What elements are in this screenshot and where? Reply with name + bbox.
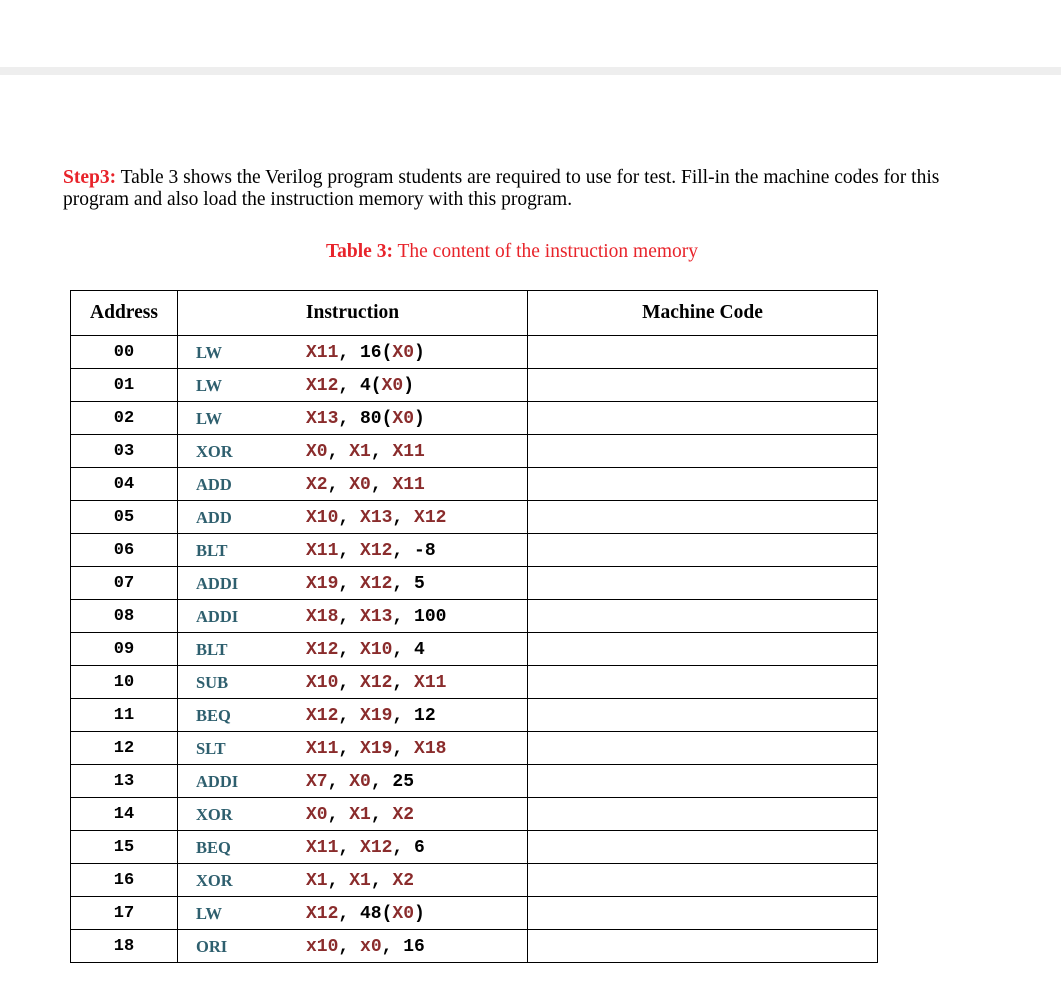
machine-code-cell[interactable] xyxy=(528,798,878,831)
opcode: XOR xyxy=(196,871,233,890)
register-token: X1 xyxy=(349,805,371,825)
opcode: ADDI xyxy=(196,772,239,791)
register-token: X12 xyxy=(306,640,339,660)
register-token: X1 xyxy=(349,442,371,462)
top-divider-band xyxy=(0,67,1061,75)
table-header-row xyxy=(71,291,878,336)
register-token: X12 xyxy=(306,904,339,924)
table-row xyxy=(71,831,878,864)
table-body xyxy=(71,336,878,963)
opcode: BEQ xyxy=(196,838,231,857)
table-row xyxy=(71,798,878,831)
address-cell: 06 xyxy=(71,534,178,567)
operand-token: , xyxy=(327,442,350,462)
operands xyxy=(306,574,425,594)
address-cell: 07 xyxy=(71,567,178,600)
operand-token: , 100 xyxy=(392,607,447,627)
register-token: X1 xyxy=(349,871,371,891)
operands xyxy=(306,409,425,429)
operand-token: , xyxy=(327,475,350,495)
operands xyxy=(306,805,414,825)
table-row xyxy=(71,930,878,963)
opcode: BEQ xyxy=(196,706,231,725)
machine-code-cell[interactable] xyxy=(528,567,878,600)
operand-token: , xyxy=(338,640,361,660)
address-cell: 14 xyxy=(71,798,178,831)
operands xyxy=(306,937,425,957)
register-token: X1 xyxy=(306,871,328,891)
opcode: ADDI xyxy=(196,574,239,593)
opcode: BLT xyxy=(196,541,228,560)
register-token: X12 xyxy=(306,706,339,726)
operands xyxy=(306,706,436,726)
instruction-cell xyxy=(178,831,528,864)
opcode: LW xyxy=(196,343,222,362)
register-token: X13 xyxy=(360,607,393,627)
opcode: LW xyxy=(196,409,222,428)
operands xyxy=(306,343,425,363)
operands xyxy=(306,640,425,660)
operand-token: , 16( xyxy=(338,343,393,363)
operands xyxy=(306,838,425,858)
table-row xyxy=(71,534,878,567)
address-cell: 16 xyxy=(71,864,178,897)
register-token: X11 xyxy=(414,673,447,693)
address-cell: 12 xyxy=(71,732,178,765)
table-row xyxy=(71,699,878,732)
operands xyxy=(306,508,446,528)
register-token: X0 xyxy=(381,376,404,396)
address-cell: 08 xyxy=(71,600,178,633)
register-token: X11 xyxy=(306,541,339,561)
opcode: LW xyxy=(196,376,222,395)
register-token: X11 xyxy=(306,838,339,858)
instruction-cell xyxy=(178,600,528,633)
operand-token: , 5 xyxy=(392,574,425,594)
operand-token: , xyxy=(338,574,361,594)
table-row xyxy=(71,435,878,468)
register-token: X12 xyxy=(360,574,393,594)
table-row xyxy=(71,732,878,765)
register-token: X2 xyxy=(392,805,415,825)
instruction-cell xyxy=(178,567,528,600)
operand-token: , xyxy=(370,805,393,825)
register-token: X0 xyxy=(392,904,415,924)
operand-token: , 6 xyxy=(392,838,425,858)
register-token: X10 xyxy=(306,508,339,528)
operand-token: , xyxy=(338,706,361,726)
operand-token: , xyxy=(338,739,361,759)
operand-token: , xyxy=(370,475,393,495)
table-row xyxy=(71,567,878,600)
opcode: XOR xyxy=(196,805,233,824)
operand-token: ) xyxy=(403,376,415,396)
register-token: X12 xyxy=(360,673,393,693)
register-token: X11 xyxy=(306,739,339,759)
opcode: XOR xyxy=(196,442,233,461)
machine-code-cell[interactable] xyxy=(528,732,878,765)
operand-token: , 80( xyxy=(338,409,393,429)
register-token: X18 xyxy=(306,607,339,627)
instruction-cell xyxy=(178,765,528,798)
address-cell: 03 xyxy=(71,435,178,468)
instruction-cell xyxy=(178,666,528,699)
operand-token: , xyxy=(338,541,361,561)
instruction-cell xyxy=(178,336,528,369)
machine-code-cell[interactable] xyxy=(528,501,878,534)
operand-token: , xyxy=(370,442,393,462)
header-machine-code: Machine Code xyxy=(528,291,878,336)
operand-token: , xyxy=(327,772,350,792)
operand-token: , 12 xyxy=(392,706,436,726)
machine-code-cell[interactable] xyxy=(528,402,878,435)
register-token: X7 xyxy=(306,772,328,792)
opcode: ADDI xyxy=(196,607,239,626)
address-cell: 13 xyxy=(71,765,178,798)
table-row xyxy=(71,501,878,534)
address-cell: 15 xyxy=(71,831,178,864)
machine-code-cell[interactable] xyxy=(528,864,878,897)
address-cell: 05 xyxy=(71,501,178,534)
intro-text: Table 3 shows the Verilog program students are required to use for test. Fill-in the machine codes for this program and also load the instruction memory with this program. xyxy=(63,167,940,210)
instruction-cell xyxy=(178,534,528,567)
register-token: X12 xyxy=(306,376,339,396)
operands xyxy=(306,871,414,891)
operand-token: ) xyxy=(414,343,425,363)
operands xyxy=(306,475,425,495)
register-token: X0 xyxy=(349,475,371,495)
register-token: X12 xyxy=(360,838,393,858)
machine-code-cell[interactable] xyxy=(528,897,878,930)
register-token: X19 xyxy=(360,739,393,759)
register-token: X10 xyxy=(306,673,339,693)
register-token: X11 xyxy=(392,442,425,462)
instruction-cell xyxy=(178,732,528,765)
register-token: X0 xyxy=(349,772,371,792)
register-token: X0 xyxy=(392,409,415,429)
register-token: X2 xyxy=(306,475,328,495)
opcode: LW xyxy=(196,904,222,923)
operands xyxy=(306,739,446,759)
instruction-cell xyxy=(178,699,528,732)
instruction-cell xyxy=(178,864,528,897)
address-cell: 10 xyxy=(71,666,178,699)
opcode: ADD xyxy=(196,475,232,494)
register-token: X0 xyxy=(392,343,415,363)
table-row xyxy=(71,600,878,633)
register-token: x0 xyxy=(360,937,382,957)
table-row xyxy=(71,897,878,930)
operand-token: , 25 xyxy=(370,772,415,792)
machine-code-cell[interactable] xyxy=(528,435,878,468)
operand-token: , xyxy=(392,508,415,528)
operands xyxy=(306,772,414,792)
instruction-cell xyxy=(178,435,528,468)
operand-token: , xyxy=(370,871,393,891)
header-address: Address xyxy=(71,291,178,336)
machine-code-cell[interactable] xyxy=(528,666,878,699)
instruction-cell xyxy=(178,468,528,501)
header-instruction: Instruction xyxy=(178,291,528,336)
table-row xyxy=(71,765,878,798)
operands xyxy=(306,607,446,627)
instruction-cell xyxy=(178,930,528,963)
register-token: X18 xyxy=(414,739,447,759)
instruction-cell xyxy=(178,798,528,831)
register-token: X0 xyxy=(306,805,328,825)
address-cell: 09 xyxy=(71,633,178,666)
operand-token: , xyxy=(338,838,361,858)
machine-code-cell[interactable] xyxy=(528,633,878,666)
instruction-cell xyxy=(178,369,528,402)
instruction-cell xyxy=(178,402,528,435)
opcode: ADD xyxy=(196,508,232,527)
register-token: X10 xyxy=(360,640,393,660)
instruction-cell xyxy=(178,897,528,930)
table-row xyxy=(71,864,878,897)
register-token: X11 xyxy=(306,343,339,363)
address-cell: 01 xyxy=(71,369,178,402)
opcode: ORI xyxy=(196,937,228,956)
operand-token: , xyxy=(338,937,361,957)
operand-token: ) xyxy=(414,409,425,429)
register-token: X13 xyxy=(360,508,393,528)
intro-paragraph xyxy=(63,167,983,211)
table-row xyxy=(71,402,878,435)
table-row xyxy=(71,666,878,699)
operands xyxy=(306,673,446,693)
instruction-memory-table xyxy=(70,290,878,963)
machine-code-cell[interactable] xyxy=(528,930,878,963)
address-cell: 11 xyxy=(71,699,178,732)
step-label: Step3: xyxy=(63,167,117,188)
machine-code-cell[interactable] xyxy=(528,765,878,798)
operands xyxy=(306,376,414,396)
caption-label: Table 3: xyxy=(325,241,393,262)
register-token: X11 xyxy=(392,475,425,495)
operand-token: , xyxy=(392,673,415,693)
operand-token: , xyxy=(338,607,361,627)
table-row xyxy=(71,369,878,402)
operand-token: , xyxy=(338,508,361,528)
operand-token: , -8 xyxy=(392,541,436,561)
operands xyxy=(306,541,436,561)
operand-token: , 48( xyxy=(338,904,393,924)
operands xyxy=(306,442,425,462)
register-token: X19 xyxy=(360,706,393,726)
machine-code-cell[interactable] xyxy=(528,600,878,633)
operands xyxy=(306,904,425,924)
address-cell: 18 xyxy=(71,930,178,963)
instruction-cell xyxy=(178,501,528,534)
machine-code-cell[interactable] xyxy=(528,369,878,402)
machine-code-cell[interactable] xyxy=(528,831,878,864)
opcode: SUB xyxy=(196,673,229,692)
address-cell: 17 xyxy=(71,897,178,930)
table-caption xyxy=(0,241,1024,263)
machine-code-cell[interactable] xyxy=(528,699,878,732)
address-cell: 04 xyxy=(71,468,178,501)
table-row xyxy=(71,633,878,666)
operand-token: , 4 xyxy=(392,640,425,660)
register-token: x10 xyxy=(306,937,339,957)
opcode: BLT xyxy=(196,640,228,659)
table-row xyxy=(71,468,878,501)
machine-code-cell[interactable] xyxy=(528,534,878,567)
register-token: X12 xyxy=(414,508,447,528)
opcode: SLT xyxy=(196,739,226,758)
operand-token: , xyxy=(327,871,350,891)
operand-token: , xyxy=(392,739,415,759)
register-token: X2 xyxy=(392,871,415,891)
operand-token: , 4( xyxy=(338,376,382,396)
register-token: X12 xyxy=(360,541,393,561)
operand-token: ) xyxy=(414,904,425,924)
machine-code-cell[interactable] xyxy=(528,336,878,369)
address-cell: 00 xyxy=(71,336,178,369)
register-token: X19 xyxy=(306,574,339,594)
instruction-cell xyxy=(178,633,528,666)
machine-code-cell[interactable] xyxy=(528,468,878,501)
operand-token: , xyxy=(327,805,350,825)
table-row xyxy=(71,336,878,369)
register-token: X13 xyxy=(306,409,339,429)
operand-token: , 16 xyxy=(381,937,425,957)
register-token: X0 xyxy=(306,442,328,462)
address-cell: 02 xyxy=(71,402,178,435)
operand-token: , xyxy=(338,673,361,693)
caption-text: The content of the instruction memory xyxy=(392,241,699,262)
